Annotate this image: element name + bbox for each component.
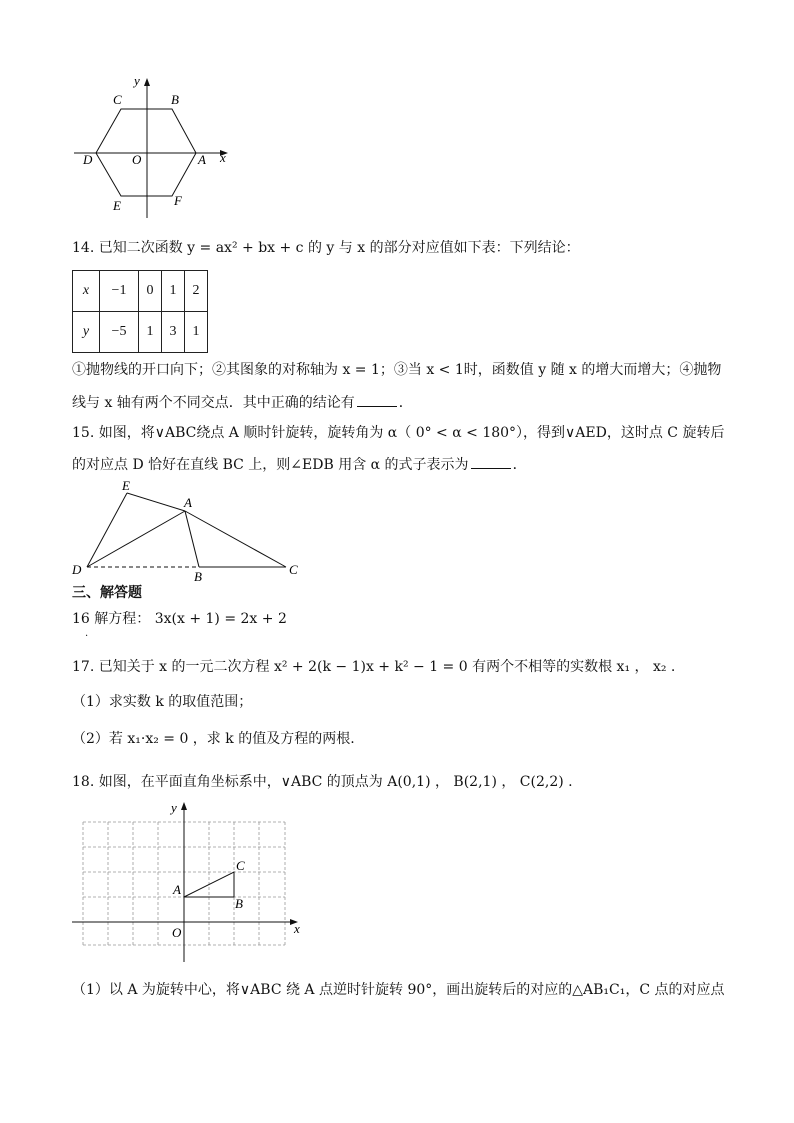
- table-cell: 0: [139, 271, 162, 312]
- table-cell: 2: [185, 271, 208, 312]
- label-y: y: [134, 73, 140, 88]
- label-x: x: [294, 921, 300, 936]
- table-cell: 1: [185, 312, 208, 353]
- label-C: C: [113, 92, 122, 107]
- label-C: C: [236, 858, 245, 873]
- q18-part1: （1）以 A 为旋转中心，将∨ABC 绕 A 点逆时针旋转 90°，画出旋转后的对应的△AB₁C₁，C 点的对应点: [72, 982, 725, 998]
- q15-line1: 15. 如图，将∨ABC绕点 A 顺时针旋转，旋转角为 α（ 0° < α < 180°），得到∨AED，这时点 C 旋转后: [72, 425, 725, 441]
- q14-line2-end: ．: [398, 395, 413, 411]
- label-B: B: [194, 569, 202, 584]
- q16-text: 16 解方程： 3x(x + 1) = 2x + 2: [72, 611, 287, 627]
- q17-part2: （2）若 x₁·x₂ = 0 ，求 k 的值及方程的两根.: [72, 731, 355, 747]
- section-heading: 三、解答题: [72, 585, 142, 601]
- label-O: O: [172, 925, 182, 940]
- answer-blank[interactable]: [357, 392, 397, 407]
- value-table: [72, 270, 208, 353]
- label-y: y: [171, 800, 177, 815]
- table-cell: 1: [139, 312, 162, 353]
- label-D: D: [83, 152, 93, 167]
- table-cell: −5: [100, 312, 139, 353]
- label-F: F: [174, 193, 182, 208]
- table-cell: 1: [162, 271, 185, 312]
- table-cell: y: [73, 312, 100, 353]
- table-cell: 3: [162, 312, 185, 353]
- q16-dot: .: [85, 628, 89, 639]
- coordinate-grid-figure: [68, 796, 310, 966]
- label-E: E: [122, 478, 130, 493]
- label-x: x: [220, 150, 226, 165]
- table-cell: x: [73, 271, 100, 312]
- label-C: C: [289, 562, 298, 577]
- q14-conclusions-line1: ①抛物线的开口向下；②其图象的对称轴为 x = 1；③当 x < 1时，函数值 y 随 x 的增大而增大；④抛物: [72, 362, 722, 378]
- label-A: A: [184, 495, 192, 510]
- hexagon-figure: [68, 72, 238, 222]
- rotation-figure: [70, 476, 310, 586]
- label-E: E: [113, 198, 121, 213]
- q18-text: 18. 如图，在平面直角坐标系中，∨ABC 的顶点为 A(0,1) ， B(2,1) ， C(2,2) .: [72, 774, 573, 790]
- label-D: D: [72, 562, 82, 577]
- answer-blank[interactable]: [471, 454, 511, 469]
- q15-line2-text: 的对应点 D 恰好在直线 BC 上，则∠EDB 用含 α 的式子表示为: [72, 457, 469, 473]
- table-row: [73, 271, 208, 312]
- q14-conclusions-line2: [72, 392, 413, 413]
- q15-line2: [72, 454, 527, 475]
- label-B: B: [235, 896, 243, 911]
- label-O: O: [132, 152, 142, 167]
- label-B: B: [171, 92, 179, 107]
- label-A: A: [173, 882, 181, 897]
- q15-line2-end: ．: [512, 457, 527, 473]
- q17-text: 17. 已知关于 x 的一元二次方程 x² + 2(k − 1)x + k² − 1 = 0 有两个不相等的实数根 x₁ ， x₂ .: [72, 659, 676, 675]
- table-cell: −1: [100, 271, 139, 312]
- table-row: [73, 312, 208, 353]
- label-A: A: [198, 152, 206, 167]
- q14-intro: 14. 已知二次函数 y = ax² + bx + c 的 y 与 x 的部分对应值如下表：下列结论：: [72, 240, 580, 256]
- q14-line2-text: 线与 x 轴有两个不同交点．其中正确的结论有: [72, 395, 355, 411]
- q17-part1: （1）求实数 k 的取值范围；: [72, 694, 253, 710]
